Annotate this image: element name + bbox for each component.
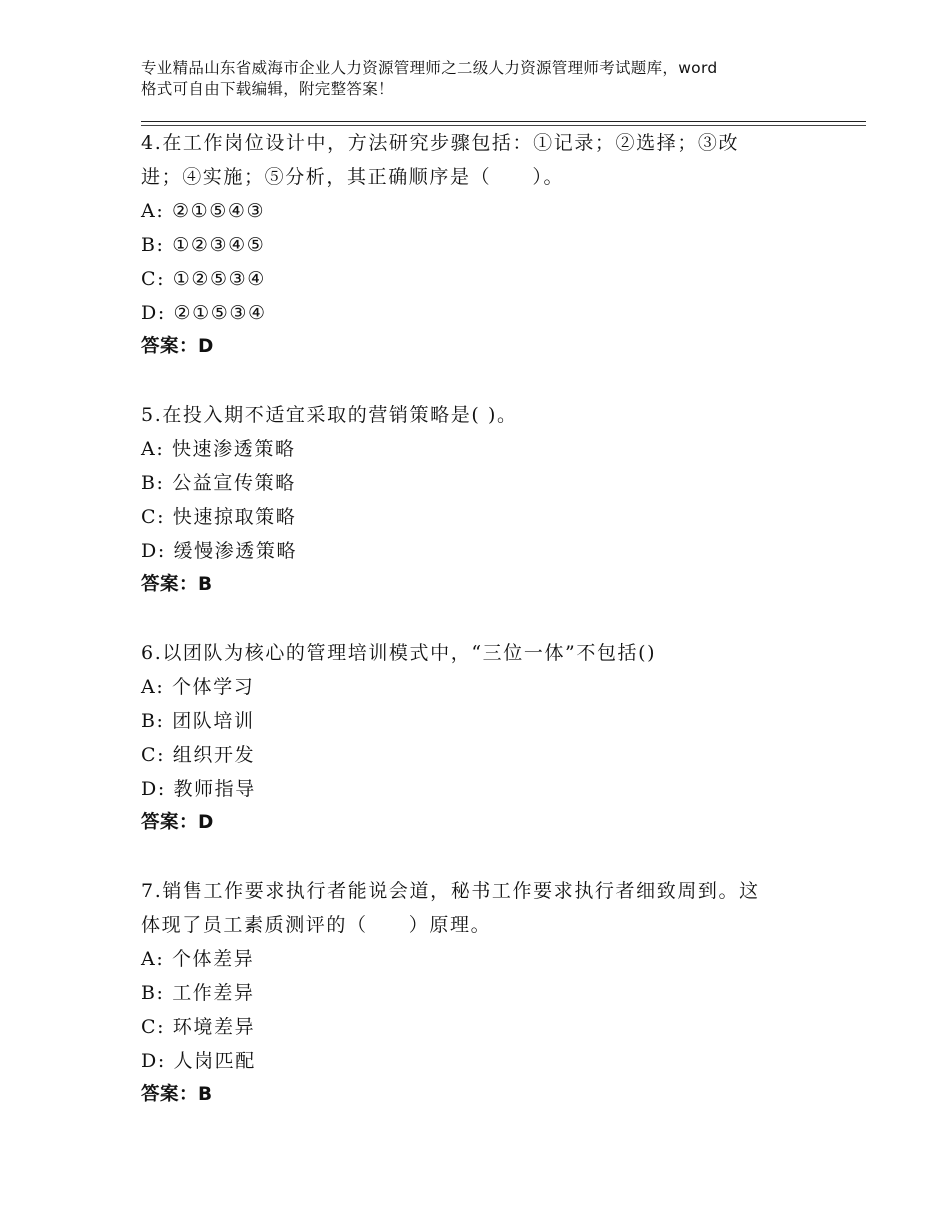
header-line-1: 专业精品山东省威海市企业人力资源管理师之二级人力资源管理师考试题库，word <box>141 59 718 77</box>
question-list <box>141 126 821 1112</box>
header-line-2: 格式可自由下载编辑，附完整答案！ <box>141 80 394 98</box>
question-stem: 6.以团队为核心的管理培训模式中，“三位一体”不包括() <box>141 642 657 664</box>
option-a: A: 个体学习 <box>141 676 255 698</box>
question-7 <box>141 874 821 1112</box>
answer-line: 答案：D <box>141 812 214 833</box>
question-stem: 7.销售工作要求执行者能说会道，秘书工作要求执行者细致周到。这 <box>141 880 760 902</box>
question-stem: 进；④实施；⑤分析，其正确顺序是（ ）。 <box>141 166 565 188</box>
option-d: D: 人岗匹配 <box>141 1050 256 1072</box>
option-d: D: ②①⑤③④ <box>141 302 267 324</box>
question-stem: 体现了员工素质测评的（ ）原理。 <box>141 914 492 936</box>
option-a: A: ②①⑤④③ <box>141 200 266 222</box>
question-stem: 4.在工作岗位设计中，方法研究步骤包括：①记录；②选择；③改 <box>141 132 740 154</box>
question-4 <box>141 126 821 364</box>
question-6 <box>141 636 821 840</box>
answer-line: 答案：B <box>141 574 213 595</box>
answer-line: 答案：B <box>141 1084 213 1105</box>
option-c: C: ①②⑤③④ <box>141 268 266 290</box>
option-b: B: 公益宣传策略 <box>141 472 296 494</box>
option-d: D: 教师指导 <box>141 778 256 800</box>
option-c: C: 快速掠取策略 <box>141 506 297 528</box>
option-c: C: 环境差异 <box>141 1016 256 1038</box>
question-stem: 5.在投入期不适宜采取的营销策略是( )。 <box>141 404 518 426</box>
option-b: B: ①②③④⑤ <box>141 234 266 256</box>
question-5 <box>141 398 821 602</box>
document-header <box>141 58 831 100</box>
option-a: A: 快速渗透策略 <box>141 438 296 460</box>
answer-line: 答案：D <box>141 336 214 357</box>
header-divider-thick <box>141 121 866 122</box>
option-c: C: 组织开发 <box>141 744 256 766</box>
option-b: B: 工作差异 <box>141 982 255 1004</box>
option-d: D: 缓慢渗透策略 <box>141 540 298 562</box>
option-b: B: 团队培训 <box>141 710 255 732</box>
option-a: A: 个体差异 <box>141 948 255 970</box>
